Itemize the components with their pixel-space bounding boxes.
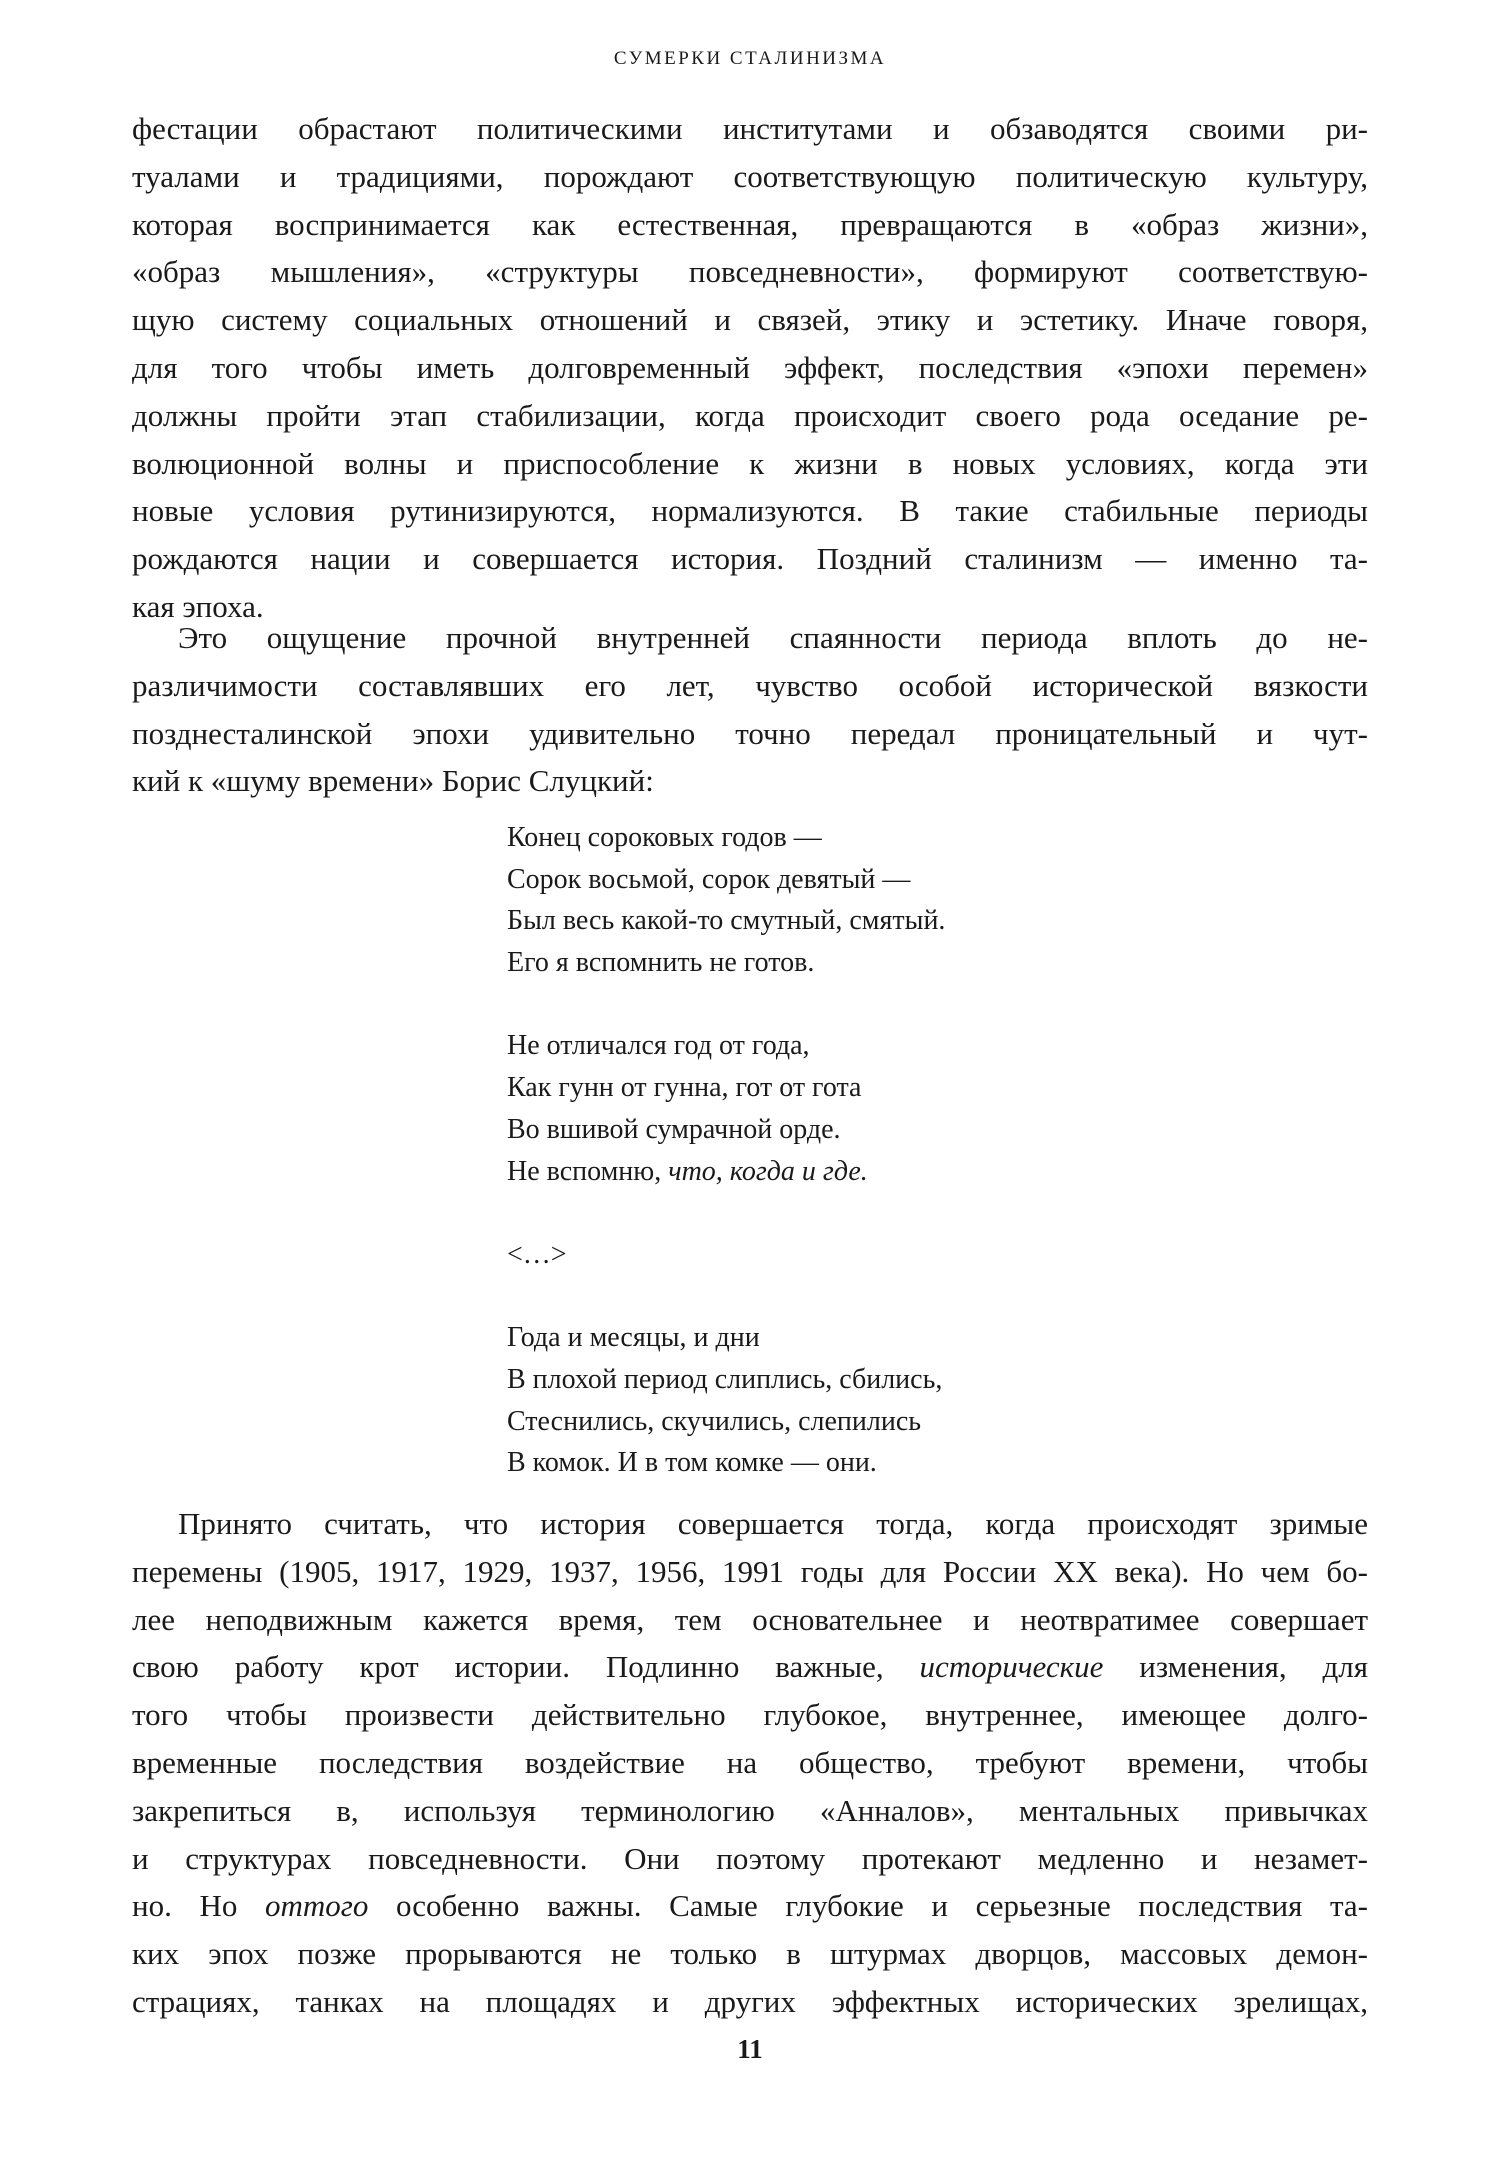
text-run: для того чтобы иметь долговременный эффект, последствия «эпохи перемен» [132,349,1368,385]
poem-line [507,817,945,859]
text-run: «образ мышления», «структуры повседневности», формируют соответствую- [132,254,1368,290]
stanza-gap [507,1192,945,1234]
text-line [132,1978,1368,2026]
text-line [132,1500,1368,1548]
text-run: Во вшивой сумрачной орде. [507,1113,841,1145]
text-run: временные последствия воздействие на общество, требуют времени, чтобы [132,1744,1368,1780]
poem-line [507,1442,945,1484]
poem-line [507,1401,945,1443]
text-run: лее неподвижным кажется время, тем основательнее и неотвратимее совершает [132,1601,1368,1637]
text-line [132,662,1368,710]
text-run: того чтобы произвести действительно глубокое, внутреннее, имеющее долго- [132,1697,1368,1733]
text-run: Года и месяцы, и дни [507,1322,760,1354]
text-line [132,757,1368,805]
stanza-gap [507,1276,945,1318]
text-line [132,248,1368,296]
text-line [132,201,1368,249]
text-run: В комок. И в том комке — они. [507,1447,877,1479]
text-run: позднесталинской эпохи удивительно точно передал проницательный и чут- [132,715,1368,751]
text-line [132,710,1368,758]
text-run: страциях, танках на площадях и других эффектных исторических зрелищах, [132,1983,1368,2019]
text-run: кий к «шуму времени» Борис Слуцкий: [132,763,654,799]
text-line [132,296,1368,344]
text-run: ких эпох позже прорываются не только в штурмах дворцов, массовых демон- [132,1936,1368,1972]
text-line [132,1548,1368,1596]
text-line [132,153,1368,201]
text-run: рождаются нации и совершается история. Поздний сталинизм — именно та- [132,541,1368,577]
text-run: Его я вспомнить не готов. [507,947,815,979]
italic-text: оттого [264,1888,369,1924]
text-run: щую систему социальных отношений и связей, этику и эстетику. Иначе говоря, [132,302,1368,338]
text-line [132,1739,1368,1787]
text-line [132,1596,1368,1644]
text-run: <…> [507,1238,567,1270]
text-run: туалами и традициями, порождают соответствующую политическую культуру, [132,158,1368,194]
text-line [132,344,1368,392]
text-run: кая эпоха. [132,588,264,624]
text-run: которая воспринимается как естественная, превращаются в «образ жизни», [132,206,1368,242]
text-run: Не вспомню, [507,1155,669,1187]
text-run: фестации обрастают политическими институтами и обзаводятся своими ри- [132,111,1368,146]
text-run: но. Но [132,1888,265,1924]
text-line [132,392,1368,440]
text-line [132,105,1368,153]
running-header: СУМЕРКИ СТАЛИНИЗМА [613,48,887,69]
paragraph-3 [132,1500,1368,2026]
text-run: новые условия рутинизируются, нормализуются. В такие стабильные периоды [132,493,1368,529]
poem-line [507,1151,945,1193]
poem-line [507,1025,945,1067]
text-run: свою работу крот истории. Подлинно важные, [132,1649,920,1685]
text-line [132,614,1368,662]
poem-line [507,1234,945,1276]
text-run: Это ощущение прочной внутренней спаянности периода вплоть до не- [178,620,1368,655]
text-run: Стеснились, скучились, слепились [507,1405,922,1437]
poem-line [507,1109,945,1151]
text-line [132,1835,1368,1883]
text-run: различимости составлявших его лет, чувство особой исторической вязкости [132,667,1368,703]
text-run: и структурах повседневности. Они поэтому протекают медленно и незамет- [132,1840,1368,1876]
poem-line [507,1359,945,1401]
text-line [132,1787,1368,1835]
poem-line [507,942,945,984]
text-run: Не отличался год от года, [507,1030,810,1062]
text-run: должны пройти этап стабилизации, когда происходит своего рода оседание ре- [132,397,1368,433]
text-run: Принято считать, что история совершается тогда, когда происходят зримые [178,1506,1368,1541]
text-line [132,1882,1368,1930]
text-run: волюционной волны и приспособление к жизни в новых условиях, когда эти [132,445,1368,481]
text-run: закрепиться в, используя терминологию «Анналов», ментальных привычках [132,1792,1368,1828]
text-run: Конец сороковых годов — [507,822,822,853]
text-line [132,1691,1368,1739]
paragraph-2 [132,614,1368,805]
poem-quote [507,817,945,1484]
text-line [132,535,1368,583]
poem-line [507,859,945,901]
text-run: особенно важны. Самые глубокие и серьезные последствия та- [368,1888,1368,1924]
text-line [132,1643,1368,1691]
paragraph-1 [132,105,1368,631]
text-run: В плохой период слиплись, сбились, [507,1363,943,1395]
italic-text: исторические [919,1649,1104,1685]
italic-text: что, когда и где. [668,1155,868,1187]
poem-line [507,1317,945,1359]
text-line [132,1930,1368,1978]
text-run: Был весь какой-то смутный, смятый. [507,905,946,937]
text-run: Сорок восьмой, сорок девятый — [507,863,911,895]
text-run: изменения, для [1103,1649,1368,1685]
stanza-gap [507,984,945,1026]
page-number: 11 [737,2034,763,2064]
text-line [132,440,1368,488]
poem-line [507,900,945,942]
poem-line [507,1067,945,1109]
text-run: перемены (1905, 1917, 1929, 1937, 1956, 1991 годы для России XX века). Но чем бо- [132,1553,1368,1589]
text-run: Как гунн от гунна, гот от гота [507,1072,862,1104]
text-line [132,487,1368,535]
